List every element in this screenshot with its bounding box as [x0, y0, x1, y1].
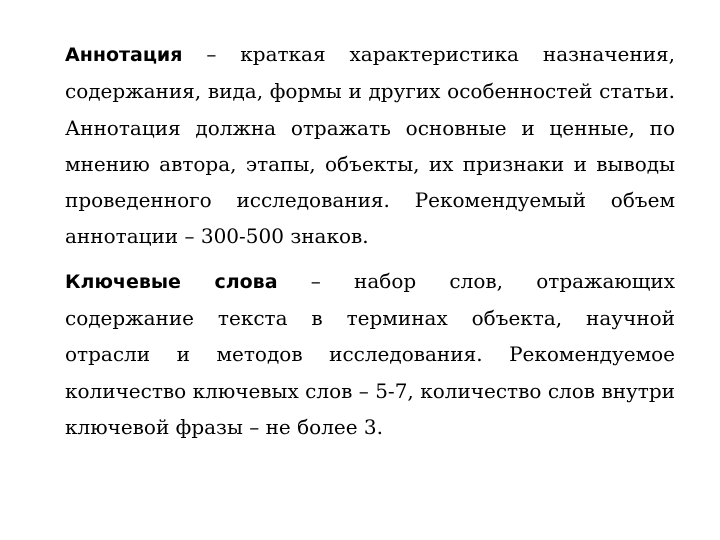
slide-content	[65, 36, 675, 445]
keywords-definition: – набор слов, отражающих содержание текста в терминах объекта, научной отрасли и методов исследования. Рекомендуемое количество ключевых слов – 5-7, количество слов внутри ключевой фразы – не более 3.	[65, 268, 675, 439]
keywords-term: Ключевые слова	[65, 270, 278, 293]
annotation-definition: – краткая характеристика назначения, содержания, вида, формы и других особенностей статьи. Аннотация должна отражать основные и ценные, по мнению автора, этапы, объекты, их признаки и выводы проведенного исследования. Рекомендуемый объем аннотации – 300-500 знаков.	[65, 42, 675, 249]
keywords-paragraph	[65, 263, 675, 445]
annotation-term: Аннотация	[65, 44, 183, 66]
annotation-paragraph	[65, 36, 675, 255]
